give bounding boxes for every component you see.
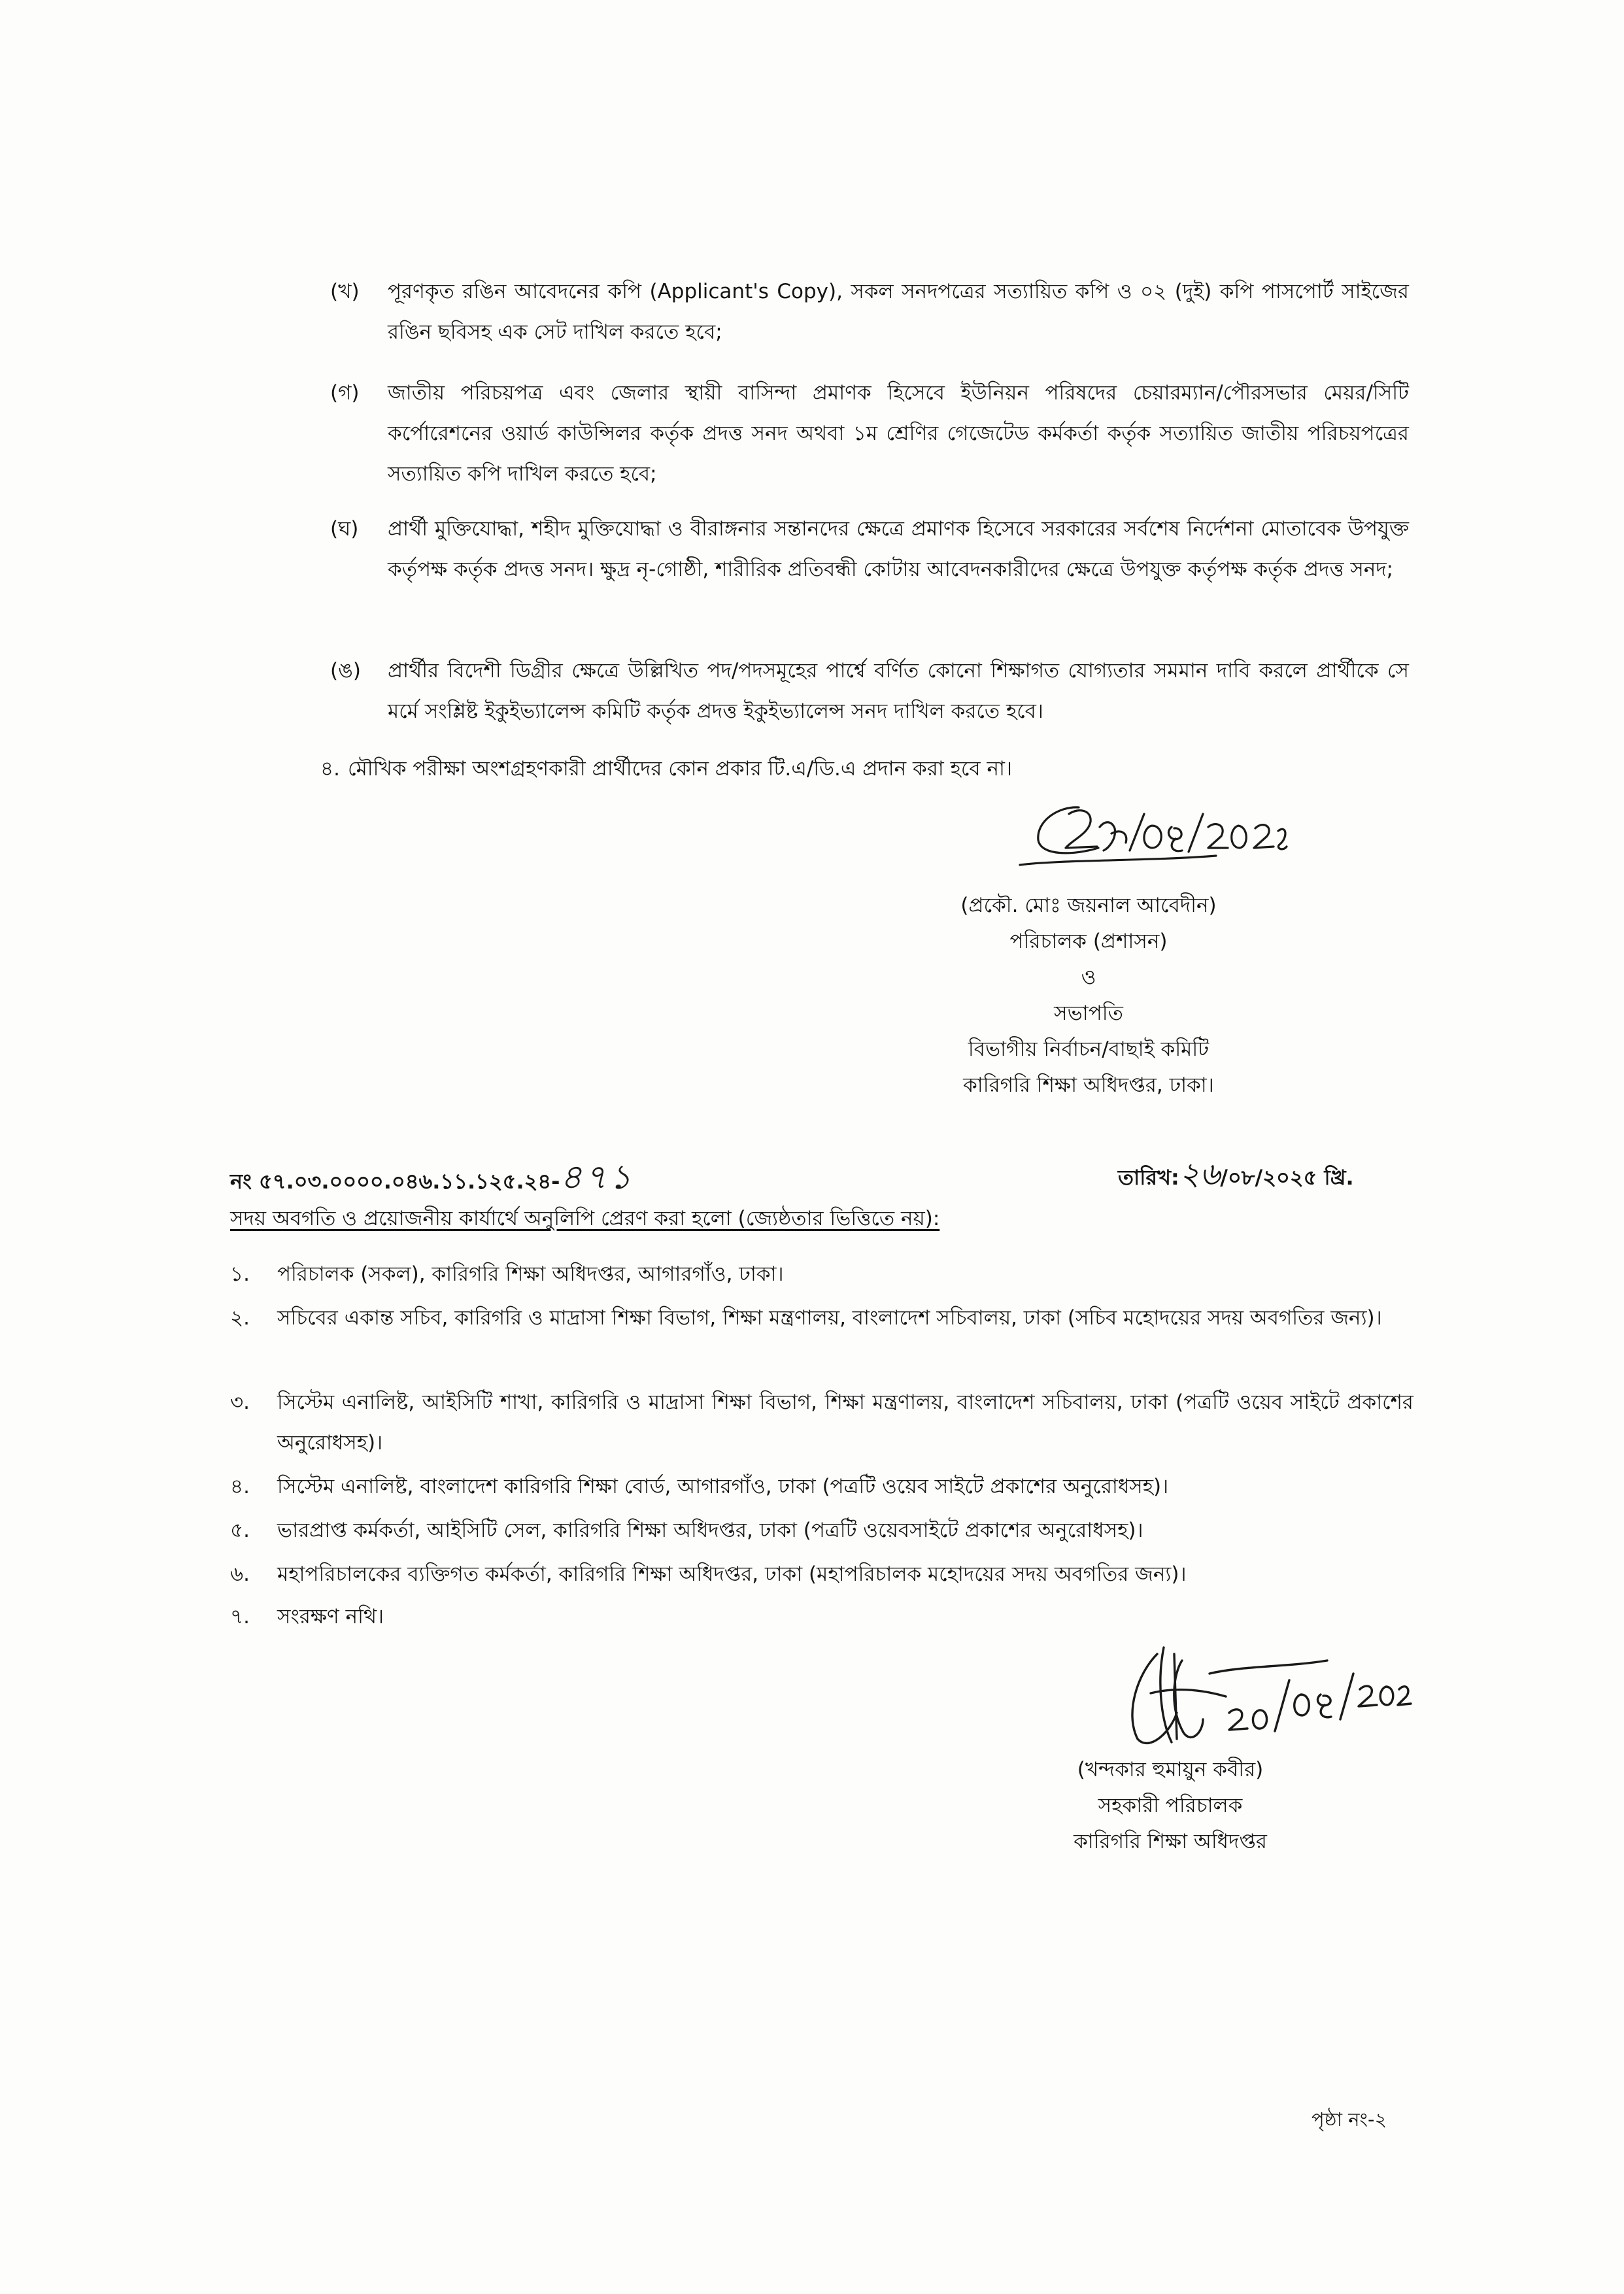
list-text: সচিবের একান্ত সচিব, কারিগরি ও মাদ্রাসা শিক্ষা বিভাগ, শিক্ষা মন্ত্রণালয়, বাংলাদেশ সচিবালয়, ঢাকা (সচিব মহোদয়ের সদয় অবগতির জন্য)। <box>277 1306 1382 1330</box>
list-number: ১. <box>230 1262 250 1286</box>
clause-ga <box>330 373 1409 494</box>
clause-text: জাতীয় পরিচয়পত্র এবং জেলার স্থায়ী বাসিন্দা প্রমাণক হিসেবে ইউনিয়ন পরিষদের চেয়ারম্যান/পৌরসভার মেয়র/সিটি কর্পোরেশনের ওয়ার্ড কাউন্সিলর কর্তৃক প্রদত্ত সনদ অথবা ১ম শ্রেণির গেজেটেড কর্মকর্তা কর্তৃক সত্যায়িত জাতীয় পরিচয়পত্রের সত্যায়িত কপি দাখিল করতে হবে; <box>388 381 1409 486</box>
list-item <box>230 1554 1413 1594</box>
list-item <box>230 1466 1413 1507</box>
memo-date <box>1118 1151 1354 1202</box>
list-item <box>230 1382 1413 1463</box>
signatory-1-block <box>912 888 1265 1104</box>
list-text: সিস্টেম এনালিষ্ট, বাংলাদেশ কারিগরি শিক্ষা বোর্ড, আগারগাঁও, ঢাকা (পত্রটি ওয়েব সাইটে প্রকাশের অনুরোধসহ)। <box>277 1475 1169 1498</box>
list-text: সংরক্ষণ নথি। <box>277 1605 384 1628</box>
clause-mark: (ঙ) <box>330 659 361 683</box>
page-number: পৃষ্ঠা নং-২ <box>1311 2108 1387 2131</box>
office-name: কারিগরি শিক্ষা অধিদপ্তর, ঢাকা। <box>963 1073 1214 1097</box>
clause-kha <box>330 271 1409 352</box>
clause-uma <box>330 650 1409 732</box>
list-text: পরিচালক (সকল), কারিগরি শিক্ষা অধিদপ্তর, আগারগাঁও, ঢাকা। <box>277 1262 784 1286</box>
signatory-designation: পরিচালক (প্রশাসন) <box>1009 930 1168 953</box>
date-label: তারিখ: <box>1118 1165 1179 1190</box>
point-mark: ৪. <box>320 757 340 781</box>
signature-1-handwritten <box>981 788 1288 899</box>
point-4 <box>320 749 1432 789</box>
memo-number-handwritten: ৪৭১ <box>560 1158 634 1197</box>
list-item <box>230 1254 1413 1294</box>
memo-number <box>230 1151 634 1207</box>
list-text: সিস্টেম এনালিষ্ট, আইসিটি শাখা, কারিগরি ও মাদ্রাসা শিক্ষা বিভাগ, শিক্ষা মন্ত্রণালয়, বাংলাদেশ সচিবালয়, ঢাকা (পত্রটি ওয়েব সাইটে প্রকাশের অনুরোধসহ)। <box>277 1391 1413 1455</box>
list-number: ২. <box>230 1306 250 1330</box>
clause-mark: (ঘ) <box>330 517 359 541</box>
clause-text: প্রার্থীর বিদেশী ডিগ্রীর ক্ষেত্রে উল্লিখিত পদ/পদসমূহের পার্শ্বে বর্ণিত কোনো শিক্ষাগত যোগ্যতার সমমান দাবি করলে প্রার্থীকে সে মর্মে সংশ্লিষ্ট ইকুইভ্যালেন্স কমিটি কর্তৃক প্রদত্ত ইকুইভ্যালেন্স সনদ দাখিল করতে হবে। <box>388 659 1409 723</box>
clause-text: প্রার্থী মুক্তিযোদ্ধা, শহীদ মুক্তিযোদ্ধা ও বীরাঙ্গনার সন্তানদের ক্ষেত্রে প্রমাণক হিসেবে সরকারের সর্বশেষ নির্দেশনা মোতাবেক উপযুক্ত কর্তৃপক্ষ কর্তৃক প্রদত্ত সনদ। ক্ষুদ্র নৃ-গোষ্ঠী, শারীরিক প্রতিবন্ধী কোটায় আবেদনকারীদের ক্ষেত্রে উপযুক্ত কর্তৃপক্ষ কর্তৃক প্রদত্ত সনদ; <box>388 517 1409 581</box>
list-item <box>230 1510 1413 1551</box>
list-number: ৬. <box>230 1562 250 1586</box>
list-number: ৭. <box>230 1605 250 1628</box>
copy-to-heading: সদয় অবগতি ও প্রয়োজনীয় কার্যার্থে অনুলিপি প্রেরণ করা হলো (জ্যেষ্ঠতার ভিত্তিতে নয়): <box>230 1207 940 1230</box>
signatory-name: (খন্দকার হুমায়ুন কবীর) <box>1077 1758 1264 1781</box>
list-number: ৫. <box>230 1519 250 1542</box>
clause-mark: (খ) <box>330 280 360 303</box>
signature-2-handwritten <box>1111 1634 1412 1759</box>
list-item <box>230 1298 1413 1338</box>
signatory-conjunction: ও <box>1081 966 1096 989</box>
date-rest: /০৮/২০২৫ খ্রি. <box>1220 1165 1354 1190</box>
date-day-handwritten: ২৬ <box>1179 1156 1221 1192</box>
clause-text: পূরণকৃত রঙিন আবেদনের কপি (Applicant's Copy), সকল সনদপত্রের সত্যায়িত কপি ও ০২ (দুই) কপি পাসপোর্ট সাইজের রঙিন ছবিসহ এক সেট দাখিল করতে হবে; <box>388 280 1409 344</box>
signatory-2-block <box>1020 1752 1321 1860</box>
list-number: ৪. <box>230 1475 250 1498</box>
list-text: ভারপ্রাপ্ত কর্মকর্তা, আইসিটি সেল, কারিগরি শিক্ষা অধিদপ্তর, ঢাকা (পত্রটি ওয়েবসাইটে প্রকাশের অনুরোধসহ)। <box>277 1519 1143 1542</box>
committee-name: বিভাগীয় নির্বাচন/বাছাই কমিটি <box>968 1037 1210 1061</box>
signatory-designation: সহকারী পরিচালক <box>1098 1794 1243 1817</box>
list-text: মহাপরিচালকের ব্যক্তিগত কর্মকর্তা, কারিগরি শিক্ষা অধিদপ্তর, ঢাকা (মহাপরিচালক মহোদয়ের সদয় অবগতির জন্য)। <box>277 1562 1187 1586</box>
memo-number-prefix: নং ৫৭.০৩.০০০০.০৪৬.১১.১২৫.২৪- <box>230 1169 560 1194</box>
point-text: মৌখিক পরীক্ষা অংশগ্রহণকারী প্রার্থীদের কোন প্রকার টি.এ/ডি.এ প্রদান করা হবে না। <box>348 757 1013 781</box>
signatory-role: সভাপতি <box>1054 1002 1123 1025</box>
clause-mark: (গ) <box>330 381 360 405</box>
clause-gha <box>330 509 1409 590</box>
list-number: ৩. <box>230 1391 250 1414</box>
signatory-name: (প্রকৌ. মোঃ জয়নাল আবেদীন) <box>960 894 1217 917</box>
office-name: কারিগরি শিক্ষা অধিদপ্তর <box>1074 1830 1267 1853</box>
list-item <box>230 1596 1413 1637</box>
